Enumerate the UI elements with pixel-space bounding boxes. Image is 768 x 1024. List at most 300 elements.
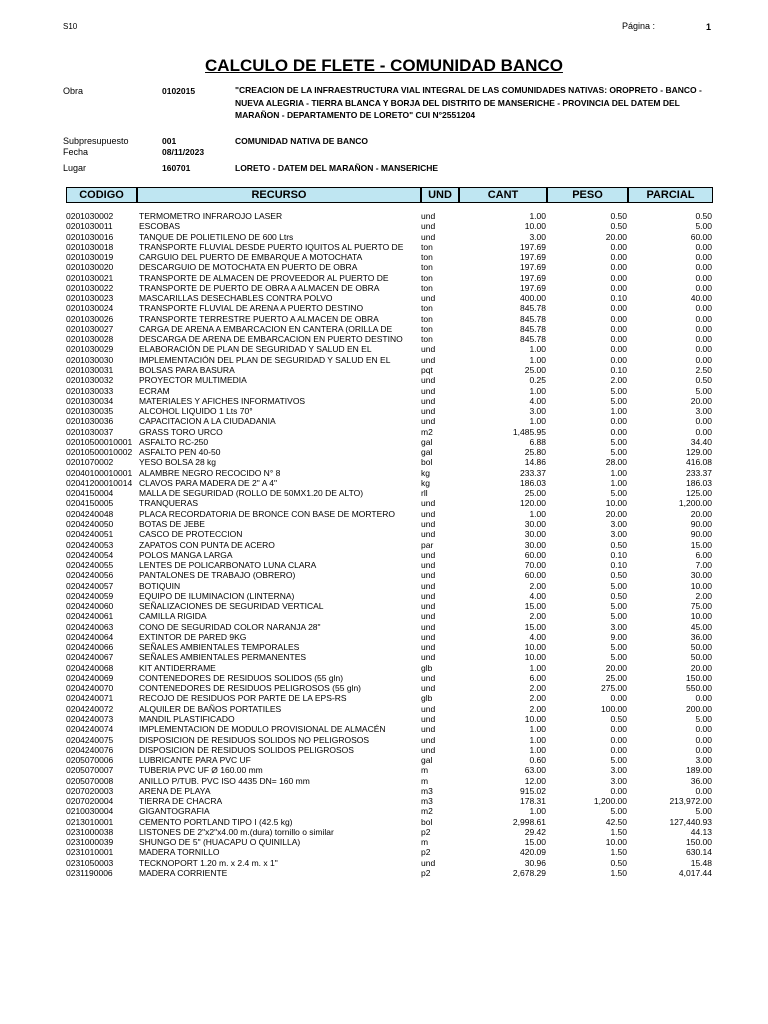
codigo-cell: 0201030033: [66, 385, 114, 396]
codigo-cell: 0201030030: [66, 354, 114, 365]
parcial-cell: 150.00: [686, 837, 712, 848]
lugar-label: Lugar: [63, 163, 87, 173]
codigo-cell: 0201030024: [66, 303, 114, 314]
parcial-cell: 0.00: [695, 303, 712, 314]
table-row: [0, 519, 768, 529]
codigo-cell: 0201030031: [66, 364, 114, 375]
cant-cell: 1.00: [529, 354, 546, 365]
codigo-cell: 0201030034: [66, 395, 114, 406]
und-cell: m: [421, 837, 429, 848]
table-row: [0, 437, 768, 447]
und-cell: gal: [421, 447, 433, 458]
recurso-cell: GRASS TORO URCO: [139, 426, 223, 437]
codigo-cell: 0204240064: [66, 631, 114, 642]
peso-cell: 3.00: [610, 775, 627, 786]
parcial-cell: 0.00: [695, 313, 712, 324]
peso-cell: 1.00: [610, 467, 627, 478]
recurso-cell: TRANQUERAS: [139, 498, 199, 509]
recurso-cell: MATERIALES Y AFICHES INFORMATIVOS: [139, 395, 306, 406]
peso-cell: 0.10: [610, 364, 627, 375]
parcial-cell: 20.00: [690, 508, 712, 519]
recurso-cell: LISTONES DE 2"x2"x4.00 m.(dura) tornillo o similar: [139, 826, 334, 837]
recurso-cell: BOLSAS PARA BASURA: [139, 364, 235, 375]
recurso-cell: TRANSPORTE FLUVIAL DESDE PUERTO IQUITOS AL PUERTO DE: [139, 241, 404, 252]
table-row: [0, 262, 768, 272]
peso-cell: 5.00: [610, 488, 627, 499]
peso-cell: 0.00: [610, 426, 627, 437]
codigo-cell: 0231190006: [66, 868, 113, 878]
parcial-cell: 40.00: [690, 293, 712, 304]
codigo-cell: 0201030029: [66, 344, 114, 355]
codigo-cell: 02010500010002: [66, 447, 133, 458]
parcial-cell: 10.00: [690, 580, 712, 591]
parcial-cell: 3.00: [695, 755, 712, 766]
peso-cell: 5.00: [610, 436, 627, 447]
peso-cell: 0.00: [610, 241, 627, 252]
cant-cell: 30.96: [524, 857, 546, 868]
table-row: [0, 581, 768, 591]
parcial-cell: 0.00: [695, 734, 712, 745]
cant-cell: 25.00: [524, 364, 546, 375]
page-label: Página :: [622, 21, 656, 31]
table-row: [0, 570, 768, 580]
und-cell: und: [421, 395, 436, 406]
cant-cell: 1.00: [529, 211, 546, 221]
parcial-cell: 550.00: [686, 683, 712, 694]
und-cell: ton: [421, 303, 433, 314]
codigo-cell: 0231050003: [66, 857, 114, 868]
und-cell: m3: [421, 785, 433, 796]
und-cell: und: [421, 683, 436, 694]
table-row: [0, 447, 768, 457]
peso-cell: 0.00: [610, 344, 627, 355]
peso-cell: 3.00: [610, 518, 627, 529]
peso-cell: 5.00: [610, 611, 627, 622]
cant-cell: 1.00: [529, 806, 546, 817]
peso-cell: 0.00: [610, 282, 627, 293]
table-row: [0, 529, 768, 539]
parcial-cell: 20.00: [690, 662, 712, 673]
cant-cell: 2.00: [529, 693, 546, 704]
und-cell: ton: [421, 252, 433, 263]
recurso-cell: PLACA RECORDATORIA DE BRONCE CON BASE DE MORTERO: [139, 508, 395, 519]
recurso-cell: ESCOBAS: [139, 221, 181, 232]
table-row: [0, 211, 768, 221]
cant-cell: 420.09: [520, 847, 546, 858]
codigo-cell: 0207020004: [66, 796, 114, 807]
und-cell: und: [421, 570, 436, 581]
cant-cell: 845.78: [520, 313, 546, 324]
codigo-cell: 0201030022: [66, 282, 114, 293]
table-row: [0, 837, 768, 847]
und-cell: ton: [421, 241, 433, 252]
table-row: [0, 724, 768, 734]
recurso-cell: TIERRA DE CHACRA: [139, 796, 223, 807]
peso-cell: 0.50: [610, 221, 627, 232]
cant-cell: 197.69: [520, 282, 546, 293]
cant-cell: 2.00: [529, 683, 546, 694]
codigo-cell: 02010500010001: [66, 436, 133, 447]
codigo-cell: 0204240069: [66, 672, 114, 683]
recurso-cell: DESCARGA DE ARENA DE EMBARCACION EN PUERTO DESTINO: [139, 334, 403, 345]
parcial-cell: 233.37: [686, 467, 712, 478]
fecha-value: 08/11/2023: [162, 147, 205, 157]
codigo-cell: 02041200010014: [66, 477, 133, 488]
cant-cell: 6.00: [529, 672, 546, 683]
page-title: CALCULO DE FLETE - COMUNIDAD BANCO: [205, 56, 563, 75]
peso-cell: 0.00: [610, 693, 627, 704]
peso-cell: 0.50: [610, 590, 627, 601]
und-cell: und: [421, 611, 436, 622]
table-row: [0, 457, 768, 467]
recurso-cell: BOTIQUIN: [139, 580, 181, 591]
peso-cell: 5.00: [610, 642, 627, 653]
codigo-cell: 0204240071: [66, 693, 114, 704]
cant-cell: 4.00: [529, 631, 546, 642]
und-cell: pqt: [421, 364, 433, 375]
cant-cell: 1.00: [529, 662, 546, 673]
und-cell: und: [421, 416, 436, 427]
recurso-cell: IMPLEMENTACION DE MODULO PROVISIONAL DE ALMACÉN: [139, 724, 386, 735]
table-row: [0, 468, 768, 478]
codigo-cell: 0204240061: [66, 611, 114, 622]
und-cell: und: [421, 857, 436, 868]
peso-cell: 1.50: [610, 868, 627, 878]
codigo-cell: 0201030037: [66, 426, 114, 437]
codigo-cell: 0201030026: [66, 313, 114, 324]
table-row: [0, 652, 768, 662]
cant-cell: 197.69: [520, 262, 546, 273]
parcial-cell: 44.13: [690, 826, 712, 837]
obra-code: 0102015: [162, 86, 196, 96]
peso-cell: 0.00: [610, 303, 627, 314]
codigo-cell: 0205070008: [66, 775, 114, 786]
und-cell: und: [421, 734, 436, 745]
und-cell: und: [421, 385, 436, 396]
recurso-cell: SEÑALES AMBIENTALES PERMANENTES: [139, 652, 307, 663]
peso-cell: 20.00: [605, 231, 627, 242]
recurso-cell: CEMENTO PORTLAND TIPO I (42.5 kg): [139, 816, 293, 827]
subpresupuesto-label: Subpresupuesto: [63, 136, 129, 146]
und-cell: rll: [421, 488, 428, 499]
table-row: [0, 693, 768, 703]
recurso-cell: POLOS MANGA LARGA: [139, 549, 233, 560]
recurso-cell: TRANSPORTE DE ALMACEN DE PROVEEDOR AL PUERTO DE: [139, 272, 389, 283]
recurso-cell: TRANSPORTE TERRESTRE PUERTO A ALMACEN DE OBRA: [139, 313, 379, 324]
parcial-cell: 0.00: [695, 426, 712, 437]
und-cell: par: [421, 539, 434, 550]
parcial-cell: 0.00: [695, 241, 712, 252]
und-cell: und: [421, 714, 436, 725]
parcial-cell: 416.08: [686, 457, 712, 468]
subpresupuesto-description: COMUNIDAD NATIVA DE BANCO: [235, 136, 369, 146]
table-row: [0, 386, 768, 396]
table-row: [0, 293, 768, 303]
table-row: [0, 847, 768, 857]
recurso-cell: TRANSPORTE DE PUERTO DE OBRA A ALMACEN DE OBRA: [139, 282, 380, 293]
recurso-cell: MADERA TORNILLO: [139, 847, 220, 858]
parcial-cell: 5.00: [695, 714, 712, 725]
recurso-cell: LENTES DE POLICARBONATO LUNA CLARA: [139, 560, 317, 571]
codigo-cell: 0204240073: [66, 714, 114, 725]
codigo-cell: 0204240054: [66, 549, 114, 560]
cant-cell: 60.00: [524, 570, 546, 581]
cant-cell: 120.00: [520, 498, 546, 509]
table-row: [0, 488, 768, 498]
codigo-cell: 0201030035: [66, 406, 114, 417]
und-cell: p2: [421, 847, 431, 858]
table-row: [0, 303, 768, 313]
subpresupuesto-code: 001: [162, 136, 177, 146]
peso-cell: 3.00: [610, 529, 627, 540]
codigo-cell: 0231000038: [66, 826, 114, 837]
cant-cell: 186.03: [520, 477, 546, 488]
recurso-cell: SEÑALES AMBIENTALES TEMPORALES: [139, 642, 300, 653]
parcial-cell: 5.00: [695, 221, 712, 232]
cant-cell: 4.00: [529, 590, 546, 601]
cant-cell: 1.00: [529, 744, 546, 755]
und-cell: und: [421, 549, 436, 560]
codigo-cell: 0201030018: [66, 241, 114, 252]
table-row: [0, 324, 768, 334]
peso-cell: 0.00: [610, 313, 627, 324]
peso-cell: 0.50: [610, 714, 627, 725]
und-cell: und: [421, 508, 436, 519]
und-cell: und: [421, 631, 436, 642]
codigo-cell: 0201030023: [66, 293, 114, 304]
peso-cell: 1.50: [610, 826, 627, 837]
recurso-cell: CONO DE SEGURIDAD COLOR NARANJA 28": [139, 621, 321, 632]
table-row: [0, 827, 768, 837]
cant-cell: 10.00: [524, 642, 546, 653]
table-row: [0, 314, 768, 324]
codigo-cell: 0204240057: [66, 580, 114, 591]
recurso-cell: LUBRICANTE PARA PVC UF: [139, 755, 251, 766]
parcial-cell: 20.00: [690, 395, 712, 406]
parcial-cell: 0.00: [695, 262, 712, 273]
recurso-cell: MANDIL PLASTIFICADO: [139, 714, 235, 725]
table-row: [0, 601, 768, 611]
recurso-cell: MADERA CORRIENTE: [139, 868, 228, 878]
und-cell: und: [421, 652, 436, 663]
und-cell: gal: [421, 436, 433, 447]
table-row: [0, 550, 768, 560]
table-row: [0, 776, 768, 786]
table-row: [0, 673, 768, 683]
page-number: 1: [706, 22, 712, 32]
cant-cell: 30.00: [524, 539, 546, 550]
recurso-cell: CARGUIO DEL PUERTO DE EMBARQUE A MOTOCHATA: [139, 252, 363, 263]
parcial-cell: 125.00: [686, 488, 712, 499]
cant-cell: 845.78: [520, 334, 546, 345]
und-cell: und: [421, 406, 436, 417]
und-cell: ton: [421, 323, 433, 334]
cant-cell: 1.00: [529, 416, 546, 427]
parcial-cell: 0.00: [695, 785, 712, 796]
parcial-cell: 60.00: [690, 231, 712, 242]
parcial-cell: 2.00: [695, 590, 712, 601]
recurso-cell: TRANSPORTE FLUVIAL DE ARENA A PUERTO DESTINO: [139, 303, 364, 314]
recurso-cell: CARGA DE ARENA A EMBARCACION EN CANTERA (ORILLA DE: [139, 323, 393, 334]
peso-cell: 0.50: [610, 211, 627, 221]
cant-cell: 10.00: [524, 221, 546, 232]
recurso-cell: MALLA DE SEGURIDAD (ROLLO DE 50MX1.20 DE ALTO): [139, 488, 364, 499]
table-row: [0, 745, 768, 755]
recurso-cell: ALAMBRE NEGRO RECOCIDO N° 8: [139, 467, 281, 478]
und-cell: und: [421, 601, 436, 612]
und-cell: ton: [421, 272, 433, 283]
peso-cell: 3.00: [610, 621, 627, 632]
obra-label: Obra: [63, 86, 84, 96]
cant-cell: 63.00: [524, 765, 546, 776]
parcial-cell: 200.00: [686, 703, 712, 714]
codigo-cell: 0204240075: [66, 734, 114, 745]
table-row: [0, 406, 768, 416]
parcial-cell: 127,440.93: [669, 816, 712, 827]
cant-cell: 25.00: [524, 488, 546, 499]
table-row: [0, 232, 768, 242]
und-cell: p2: [421, 868, 431, 878]
table-row: [0, 375, 768, 385]
cant-cell: 1.00: [529, 724, 546, 735]
recurso-cell: ECRAM: [139, 385, 170, 396]
table-row: [0, 755, 768, 765]
parcial-cell: 630.14: [686, 847, 712, 858]
und-cell: und: [421, 724, 436, 735]
parcial-cell: 0.50: [695, 375, 712, 386]
parcial-cell: 6.00: [695, 549, 712, 560]
und-cell: kg: [421, 467, 430, 478]
und-cell: m: [421, 765, 429, 776]
codigo-cell: 0201030002: [66, 211, 114, 221]
peso-cell: 5.00: [610, 580, 627, 591]
codigo-cell: 0231010001: [66, 847, 114, 858]
table-row: [0, 735, 768, 745]
peso-cell: 0.50: [610, 857, 627, 868]
cant-cell: 233.37: [520, 467, 546, 478]
codigo-cell: 0201030011: [66, 221, 113, 232]
recurso-cell: CONTENEDORES DE RESIDUOS PELIGROSOS (55 gln): [139, 683, 361, 694]
table-row: [0, 427, 768, 437]
parcial-cell: 0.00: [695, 282, 712, 293]
und-cell: ton: [421, 282, 433, 293]
codigo-cell: 0210030004: [66, 806, 114, 817]
table-row: [0, 334, 768, 344]
cant-cell: 10.00: [524, 714, 546, 725]
parcial-cell: 0.00: [695, 272, 712, 283]
codigo-cell: 0204240051: [66, 529, 114, 540]
table-row: [0, 283, 768, 293]
table-row: [0, 591, 768, 601]
recurso-cell: DISPOSICION DE RESIDUOS SOLIDOS NO PELIGROSOS: [139, 734, 370, 745]
parcial-cell: 50.00: [690, 652, 712, 663]
codigo-cell: 0204240055: [66, 560, 114, 571]
table-row: [0, 714, 768, 724]
und-cell: und: [421, 211, 436, 221]
peso-cell: 20.00: [605, 662, 627, 673]
parcial-cell: 150.00: [686, 672, 712, 683]
recurso-cell: CONTENEDORES DE RESIDUOS SOLIDOS (55 gln): [139, 672, 344, 683]
recurso-cell: GIGANTOGRAFIA: [139, 806, 210, 817]
table-row: [0, 560, 768, 570]
table-row: [0, 858, 768, 868]
peso-cell: 1.00: [610, 406, 627, 417]
und-cell: m: [421, 775, 429, 786]
parcial-cell: 186.03: [686, 477, 712, 488]
table-row: [0, 221, 768, 231]
peso-cell: 20.00: [605, 508, 627, 519]
cant-cell: 15.00: [524, 837, 546, 848]
peso-cell: 0.00: [610, 323, 627, 334]
peso-cell: 1,200.00: [593, 796, 627, 807]
und-cell: bol: [421, 457, 433, 468]
cant-cell: 25.80: [524, 447, 546, 458]
recurso-cell: EQUIPO DE ILUMINACION (LINTERNA): [139, 590, 295, 601]
codigo-cell: 0201030028: [66, 334, 114, 345]
und-cell: glb: [421, 662, 433, 673]
recurso-cell: CAMILLA RIGIDA: [139, 611, 207, 622]
table-row: [0, 806, 768, 816]
peso-cell: 0.50: [610, 539, 627, 550]
parcial-cell: 0.00: [695, 354, 712, 365]
und-cell: und: [421, 518, 436, 529]
recurso-cell: KIT ANTIDERRAME: [139, 662, 216, 673]
table-row: [0, 498, 768, 508]
peso-cell: 0.00: [610, 744, 627, 755]
parcial-cell: 7.00: [695, 560, 712, 571]
codigo-cell: 0204240068: [66, 662, 114, 673]
table-row: [0, 796, 768, 806]
parcial-cell: 10.00: [690, 611, 712, 622]
fecha-label: Fecha: [63, 147, 89, 157]
recurso-cell: ELABORACIÓN DE PLAN DE SEGURIDAD Y SALUD EN EL: [139, 344, 372, 355]
parcial-cell: 4,017.44: [678, 868, 712, 878]
cant-cell: 30.00: [524, 518, 546, 529]
parcial-cell: 0.00: [695, 334, 712, 345]
parcial-cell: 0.00: [695, 323, 712, 334]
und-cell: und: [421, 529, 436, 540]
table-row: [0, 273, 768, 283]
peso-cell: 5.00: [610, 755, 627, 766]
peso-cell: 0.50: [610, 570, 627, 581]
table-row: [0, 765, 768, 775]
codigo-cell: 0204240048: [66, 508, 114, 519]
column-header-codigo: CODIGO: [66, 187, 137, 203]
und-cell: und: [421, 642, 436, 653]
cant-cell: 845.78: [520, 303, 546, 314]
report-code: S10: [63, 22, 78, 31]
parcial-cell: 90.00: [690, 529, 712, 540]
parcial-cell: 0.00: [695, 693, 712, 704]
table-row: [0, 478, 768, 488]
codigo-cell: 0204240076: [66, 744, 114, 755]
table-row: [0, 396, 768, 406]
parcial-cell: 36.00: [690, 775, 712, 786]
codigo-cell: 0204240067: [66, 652, 114, 663]
codigo-cell: 0204240074: [66, 724, 114, 735]
codigo-cell: 0201030020: [66, 262, 114, 273]
cant-cell: 197.69: [520, 252, 546, 263]
codigo-cell: 0201030027: [66, 323, 114, 334]
table-row: [0, 704, 768, 714]
und-cell: kg: [421, 477, 430, 488]
und-cell: und: [421, 354, 436, 365]
cant-cell: 30.00: [524, 529, 546, 540]
cant-cell: 197.69: [520, 272, 546, 283]
recurso-cell: EXTINTOR DE PARED 9KG: [139, 631, 247, 642]
parcial-cell: 213,972.00: [669, 796, 712, 807]
codigo-cell: 0201030016: [66, 231, 114, 242]
